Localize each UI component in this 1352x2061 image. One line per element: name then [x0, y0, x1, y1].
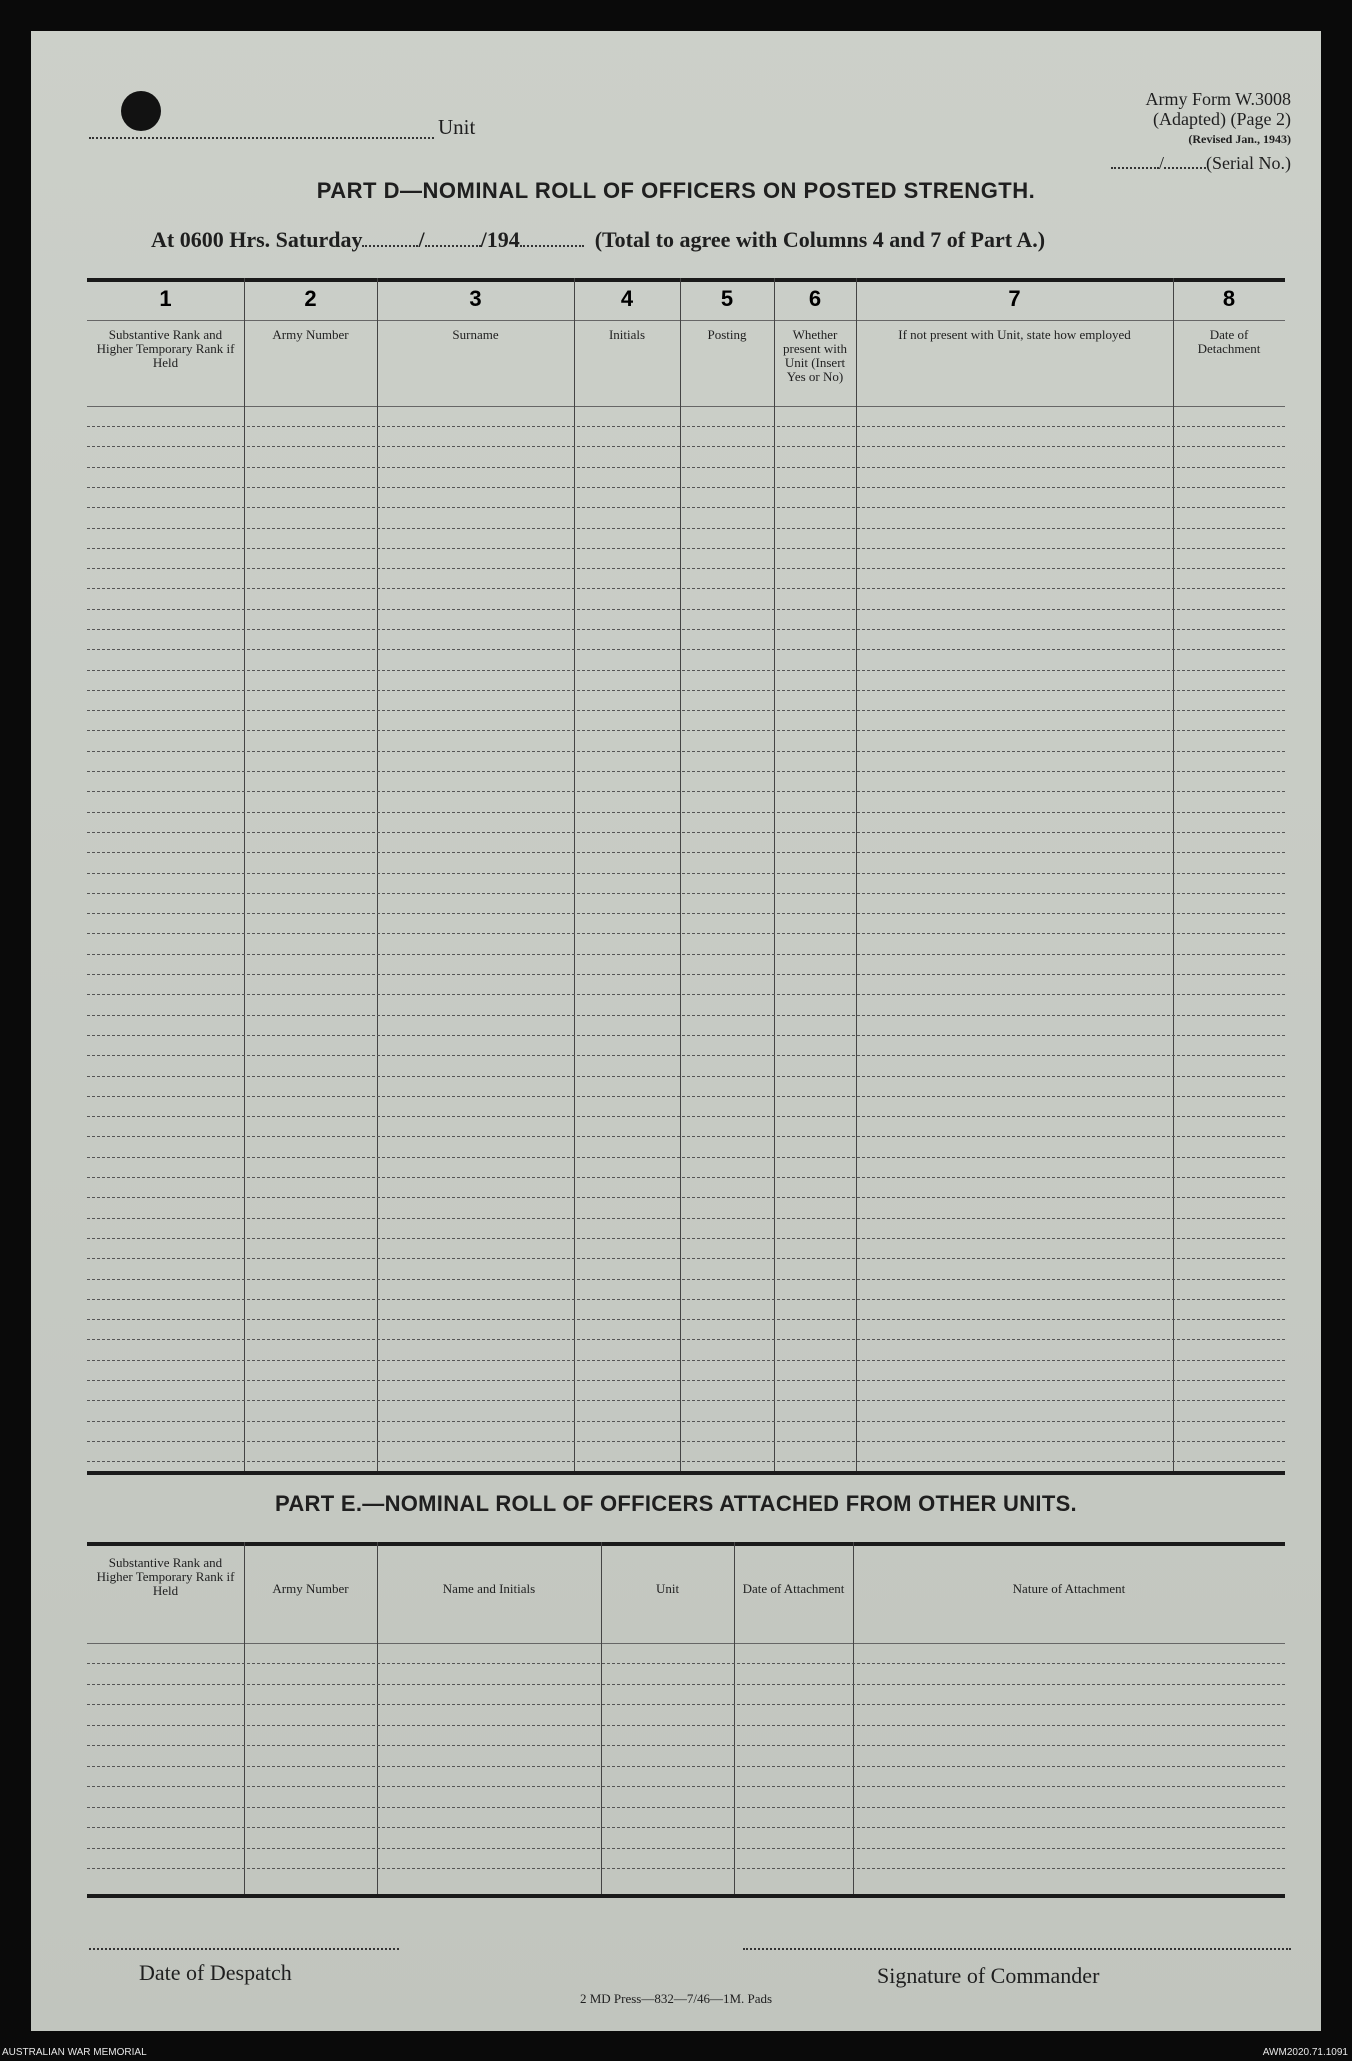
part-d-entry-row — [87, 588, 1285, 589]
part-d-column-divider — [1173, 278, 1174, 1471]
part-d-column-header: If not present with Unit, state how employed — [898, 327, 1131, 342]
serial-fill-b — [1164, 153, 1206, 169]
part-d-entry-row — [87, 1157, 1285, 1158]
part-d-entry-row — [87, 1441, 1285, 1442]
part-e-entry-row — [87, 1663, 1285, 1664]
part-d-entry-row — [87, 446, 1285, 447]
part-d-column-header: Surname — [452, 327, 499, 342]
part-d-entry-row — [87, 1055, 1285, 1056]
form-revision: (Revised Jan., 1943) — [1188, 132, 1291, 146]
part-d-entry-row — [87, 690, 1285, 691]
year-prefix: /194 — [480, 227, 520, 252]
part-d-entry-row — [87, 467, 1285, 468]
part-e-bottom-rule — [87, 1894, 1285, 1898]
date-line: At 0600 Hrs. Saturday / /194 (Total to agree with Columns 4 and 7 of Part A.) — [151, 227, 1046, 252]
part-d-entry-row — [87, 629, 1285, 630]
press-imprint: 2 MD Press—832—7/46—1M. Pads — [579, 1991, 773, 2006]
part-d-entry-row — [87, 1116, 1285, 1117]
part-d-column-divider — [574, 278, 575, 1471]
part-e-column-divider — [601, 1542, 602, 1894]
part-d-entry-row — [87, 1400, 1285, 1401]
part-d-entry-row — [87, 893, 1285, 894]
part-d-entry-row — [87, 1035, 1285, 1036]
part-d-entry-row — [87, 771, 1285, 772]
form-identifier — [1145, 89, 1291, 149]
form-adapted: (Adapted) (Page 2) — [1153, 109, 1291, 129]
year-fill — [520, 229, 584, 247]
part-d-column-number: 4 — [620, 286, 634, 311]
part-e-column-header: Unit — [655, 1581, 680, 1596]
part-e-entry-row — [87, 1807, 1285, 1808]
signature-label: Signature of Commander — [877, 1963, 1100, 1988]
part-d-entry-row — [87, 832, 1285, 833]
part-d-entry-row — [87, 1197, 1285, 1198]
part-e-entry-row — [87, 1704, 1285, 1705]
part-e-column-divider — [244, 1542, 245, 1894]
part-d-top-rule — [87, 278, 1285, 282]
part-d-number-rule — [87, 320, 1285, 321]
part-d-column-divider — [244, 278, 245, 1471]
credit-right: AWM2020.71.1091 — [1262, 2047, 1348, 2058]
despatch-fill-line — [89, 1946, 399, 1950]
part-d-entry-row — [87, 1258, 1285, 1259]
part-e-entry-row — [87, 1848, 1285, 1849]
serial-number-field: / (Serial No.) — [1111, 153, 1291, 174]
part-d-column-header: Date of Detachment — [1197, 327, 1261, 356]
part-d-column-number: 8 — [1222, 286, 1236, 311]
time-label: At 0600 Hrs. Saturday — [151, 227, 363, 252]
part-d-entry-row — [87, 649, 1285, 650]
part-e-column-divider — [853, 1542, 854, 1894]
part-d-entry-row — [87, 1319, 1285, 1320]
part-d-entry-row — [87, 873, 1285, 874]
part-e-entry-row — [87, 1684, 1285, 1685]
part-e-column-header: Name and Initials — [442, 1581, 536, 1596]
form-sheet — [31, 31, 1321, 2031]
part-d-entry-row — [87, 487, 1285, 488]
part-d-column-number: 1 — [159, 286, 172, 311]
part-d-entry-row — [87, 974, 1285, 975]
part-d-entry-row — [87, 954, 1285, 955]
part-e-title: PART E.—NOMINAL ROLL OF OFFICERS ATTACHED FROM OTHER UNITS. — [275, 1491, 1077, 1516]
part-d-column-header: Posting — [707, 327, 747, 342]
total-note: (Total to agree with Columns 4 and 7 of Part A.) — [594, 227, 1046, 252]
part-d-entry-row — [87, 548, 1285, 549]
part-d-column-header: Army Number — [272, 327, 349, 342]
part-d-entry-row — [87, 507, 1285, 508]
part-d-header-rule — [87, 406, 1285, 407]
part-d-column-number: 2 — [304, 286, 317, 311]
part-d-column-divider — [377, 278, 378, 1471]
credit-left: AUSTRALIAN WAR MEMORIAL — [2, 2047, 147, 2058]
part-d-column-number: 3 — [469, 286, 482, 311]
part-d-entry-row — [87, 568, 1285, 569]
part-d-column-header: Initials — [608, 327, 646, 342]
part-e-column-header: Army Number — [272, 1581, 349, 1596]
part-d-entry-row — [87, 852, 1285, 853]
part-e-entry-row — [87, 1766, 1285, 1767]
part-d-column-header: Whether present with Unit (Insert Yes or No) — [783, 327, 847, 384]
part-d-column-number: 7 — [1008, 286, 1021, 311]
part-e-column-header: Substantive Rank and Higher Temporary Rank if Held — [96, 1555, 235, 1598]
part-d-entry-row — [87, 751, 1285, 752]
part-d-entry-row — [87, 609, 1285, 610]
part-e-entry-row — [87, 1725, 1285, 1726]
part-d-entry-row — [87, 1136, 1285, 1137]
part-d-entry-row — [87, 426, 1285, 427]
unit-label: Unit — [438, 115, 476, 139]
serial-label: (Serial No.) — [1206, 153, 1291, 173]
part-d-entry-row — [87, 1279, 1285, 1280]
part-e-entry-row — [87, 1745, 1285, 1746]
part-d-entry-row — [87, 1461, 1285, 1462]
part-d-column-number: 6 — [808, 286, 822, 311]
part-d-entry-row — [87, 1299, 1285, 1300]
despatch-label: Date of Despatch — [139, 1960, 292, 1985]
serial-fill-a — [1111, 153, 1159, 169]
part-d-entry-row — [87, 1380, 1285, 1381]
part-d-entry-row — [87, 1238, 1285, 1239]
part-d-entry-row — [87, 812, 1285, 813]
part-d-entry-row — [87, 1015, 1285, 1016]
part-e-column-header: Nature of Attachment — [1012, 1581, 1126, 1596]
day-fill — [362, 229, 418, 247]
form-number: Army Form W.3008 — [1145, 89, 1291, 109]
part-d-entry-row — [87, 1218, 1285, 1219]
part-d-entry-row — [87, 730, 1285, 731]
part-d-entry-row — [87, 710, 1285, 711]
part-d-entry-row — [87, 670, 1285, 671]
unit-fill-line — [89, 119, 434, 139]
part-d-entry-row — [87, 791, 1285, 792]
part-d-column-divider — [774, 278, 775, 1471]
part-d-entry-row — [87, 1076, 1285, 1077]
part-e-entry-row — [87, 1786, 1285, 1787]
signature-fill-line — [743, 1946, 1291, 1950]
part-d-bottom-rule — [87, 1471, 1285, 1475]
part-d-entry-row — [87, 1421, 1285, 1422]
part-d-column-divider — [856, 278, 857, 1471]
part-e-column-header: Date of Attachment — [742, 1581, 845, 1596]
part-e-column-divider — [377, 1542, 378, 1894]
part-d-entry-row — [87, 913, 1285, 914]
part-d-column-header: Substantive Rank and Higher Temporary Rank if Held — [96, 327, 235, 370]
part-d-entry-row — [87, 933, 1285, 934]
part-d-entry-row — [87, 1339, 1285, 1340]
part-e-header-rule — [87, 1643, 1285, 1644]
part-e-entry-row — [87, 1868, 1285, 1869]
part-d-entry-row — [87, 528, 1285, 529]
part-d-entry-row — [87, 1177, 1285, 1178]
part-e-column-divider — [734, 1542, 735, 1894]
part-d-column-divider — [680, 278, 681, 1471]
part-d-entry-row — [87, 994, 1285, 995]
month-fill — [425, 229, 481, 247]
part-e-entry-row — [87, 1827, 1285, 1828]
part-e-top-rule — [87, 1542, 1285, 1546]
part-d-column-number: 5 — [720, 286, 734, 311]
part-d-title: PART D—NOMINAL ROLL OF OFFICERS ON POSTED STRENGTH. — [316, 178, 1036, 203]
part-d-entry-row — [87, 1096, 1285, 1097]
part-d-entry-row — [87, 1360, 1285, 1361]
